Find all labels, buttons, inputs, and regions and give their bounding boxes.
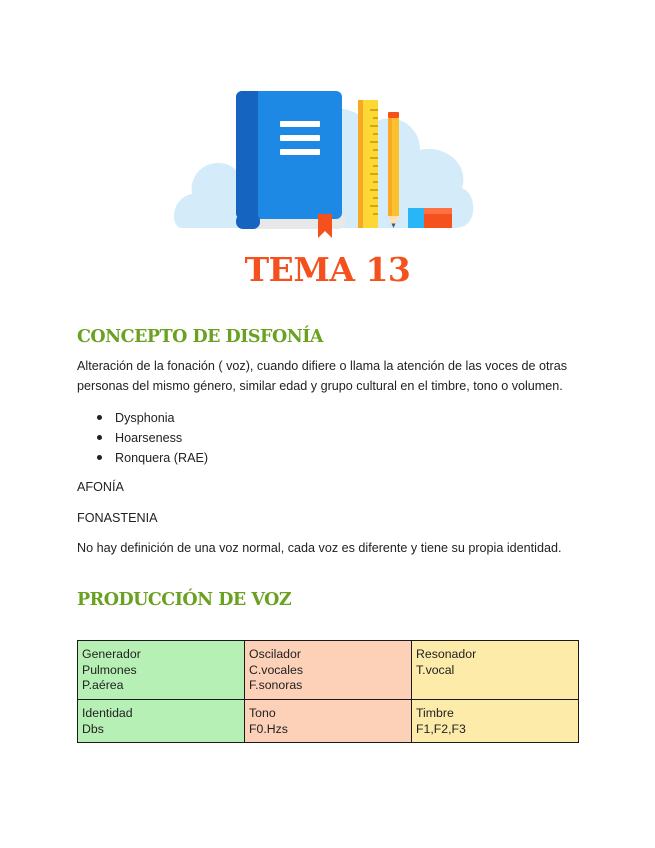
table-cell: Oscilador C.vocales F.sonoras [245, 641, 412, 700]
header-illustration [170, 66, 480, 244]
bullet-icon [97, 455, 102, 460]
table-cell: Generador Pulmones P.aérea [78, 641, 245, 700]
pencil-icon [388, 112, 399, 228]
list-item: Ronquera (RAE) [95, 448, 208, 468]
table-cell: Resonador T.vocal [412, 641, 579, 700]
bullet-icon [97, 435, 102, 440]
table-row [78, 700, 579, 743]
normal-voice-note: No hay definición de una voz normal, cada voz es diferente y tiene su propia identidad. [77, 541, 562, 555]
term-afonia: AFONÍA [77, 480, 124, 494]
ruler-icon [358, 100, 378, 228]
section-heading-disfonia: CONCEPTO DE DISFONÍA [77, 327, 323, 347]
definition-paragraph: Alteración de la fonación ( voz), cuando difiere o llama la atención de las voces de otras personas del mismo género, similar edad y grupo cultural en el timbre, tono o volumen. [77, 359, 568, 393]
term-fonastenia: FONASTENIA [77, 511, 158, 525]
list-item: Hoarseness [95, 428, 208, 448]
bullet-icon [97, 415, 102, 420]
table-row [78, 641, 579, 700]
book-icon [236, 91, 346, 238]
table-cell: Timbre F1,F2,F3 [412, 700, 579, 743]
page-title: TEMA 13 [244, 250, 411, 289]
table-cell: Identidad Dbs [78, 700, 245, 743]
eraser-icon [408, 208, 452, 228]
section-heading-produccion: PRODUCCIÓN DE VOZ [77, 590, 292, 610]
voice-production-table [77, 640, 579, 743]
synonym-list [95, 408, 208, 468]
list-item: Dysphonia [95, 408, 208, 428]
table-cell: Tono F0.Hzs [245, 700, 412, 743]
